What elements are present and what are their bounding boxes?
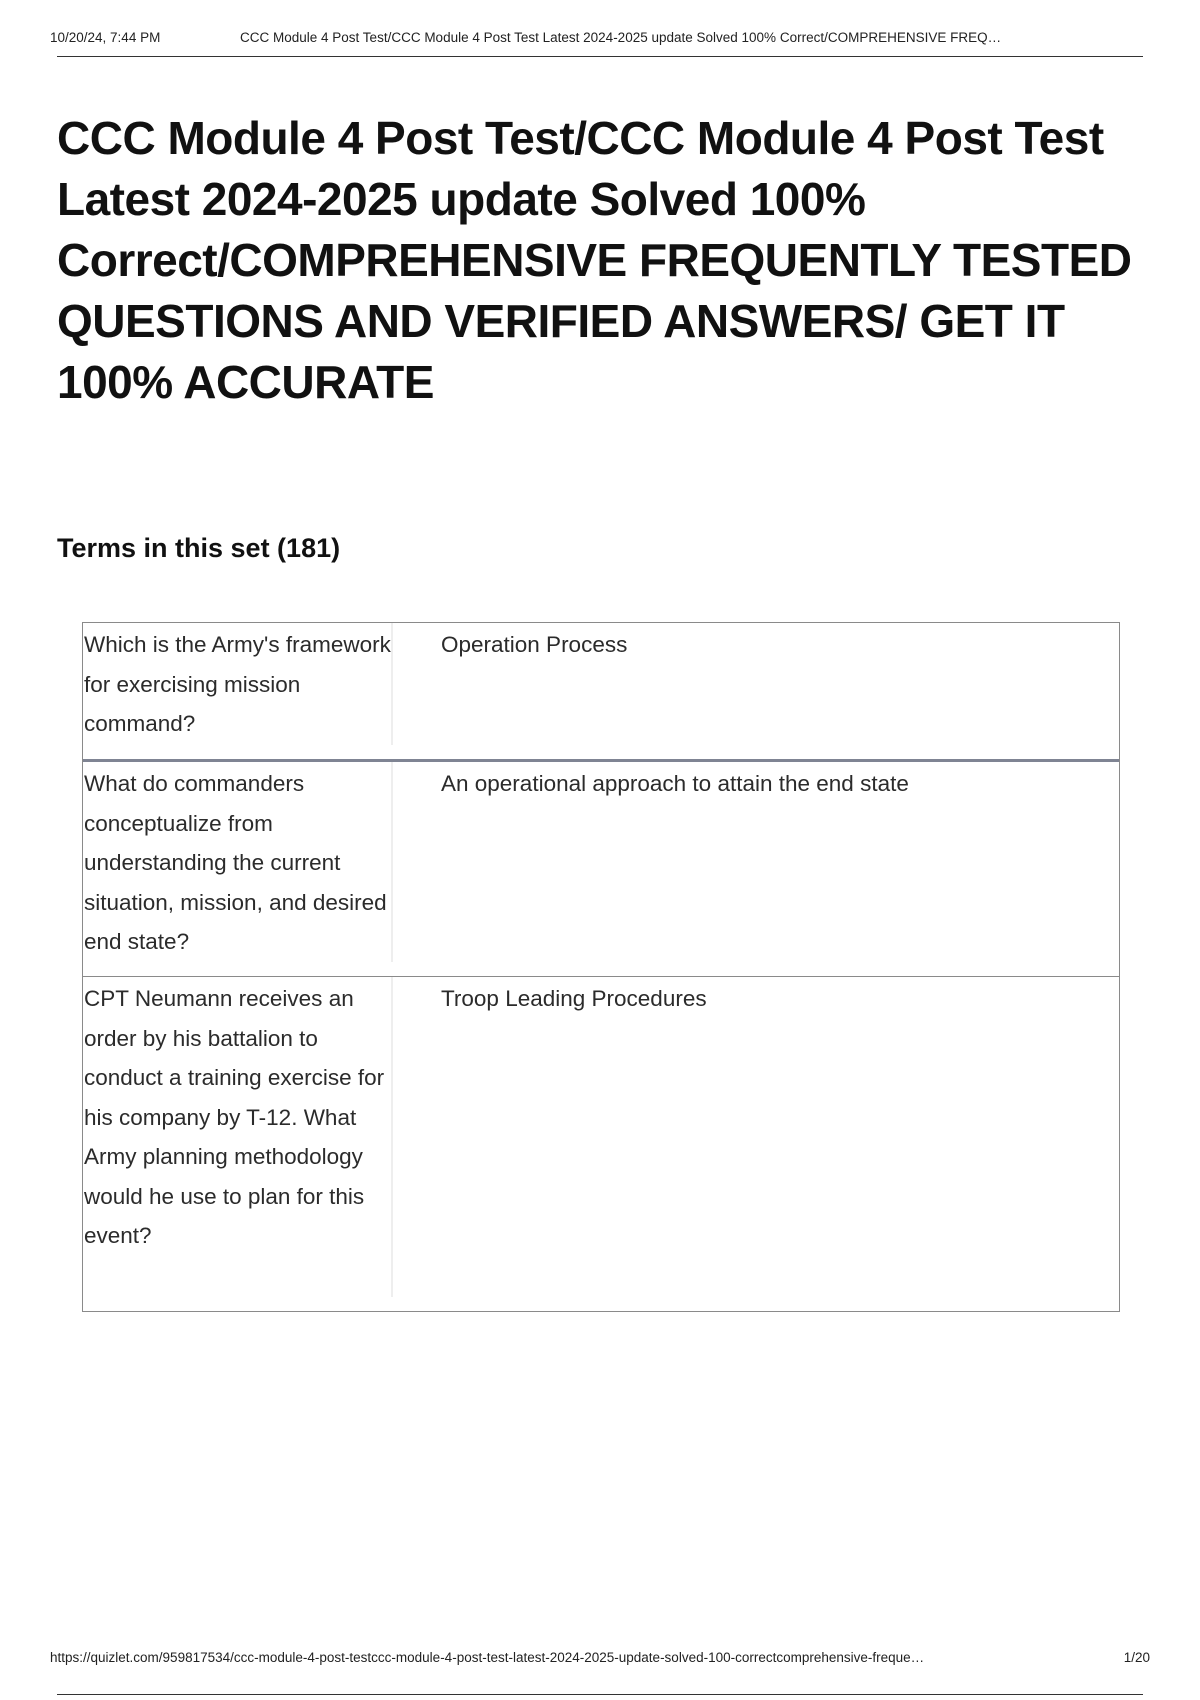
term-row [83,759,1119,976]
term-question: Which is the Army's framework for exercising mission command? [83,623,393,745]
term-row [83,976,1119,1311]
print-page-number: 1/20 [1123,1650,1150,1665]
term-question: CPT Neumann receives an order by his battalion to conduct a training exercise for his company by T-12. What Army planning methodology would he use to plan for this event? [83,977,393,1297]
term-question: What do commanders conceptualize from understanding the current situation, mission, and desired end state? [83,762,393,962]
print-datetime: 10/20/24, 7:44 PM [50,30,161,45]
print-doc-title: CCC Module 4 Post Test/CCC Module 4 Post Test Latest 2024-2025 update Solved 100% Correct/COMPREHENSIVE FREQ… [240,30,1002,45]
footer-divider [57,1694,1143,1695]
print-footer-url[interactable]: https://quizlet.com/959817534/ccc-module-4-post-testccc-module-4-post-test-latest-2024-2025-update-solved-100-correctcomprehensive-freque… [50,1650,925,1665]
header-divider [57,56,1143,57]
term-row [83,623,1119,759]
term-answer: Troop Leading Procedures [441,986,707,1011]
page-title: CCC Module 4 Post Test/CCC Module 4 Post Test Latest 2024-2025 update Solved 100% Correct/COMPREHENSIVE FREQUENTLY TESTED QUESTIONS AND VERIFIED ANSWERS/ GET IT 100% ACCURATE [57,112,1132,408]
term-answer: Operation Process [441,632,628,657]
term-answer: An operational approach to attain the end state [441,771,909,796]
terms-heading: Terms in this set (181) [57,533,341,563]
terms-table [82,622,1120,1312]
